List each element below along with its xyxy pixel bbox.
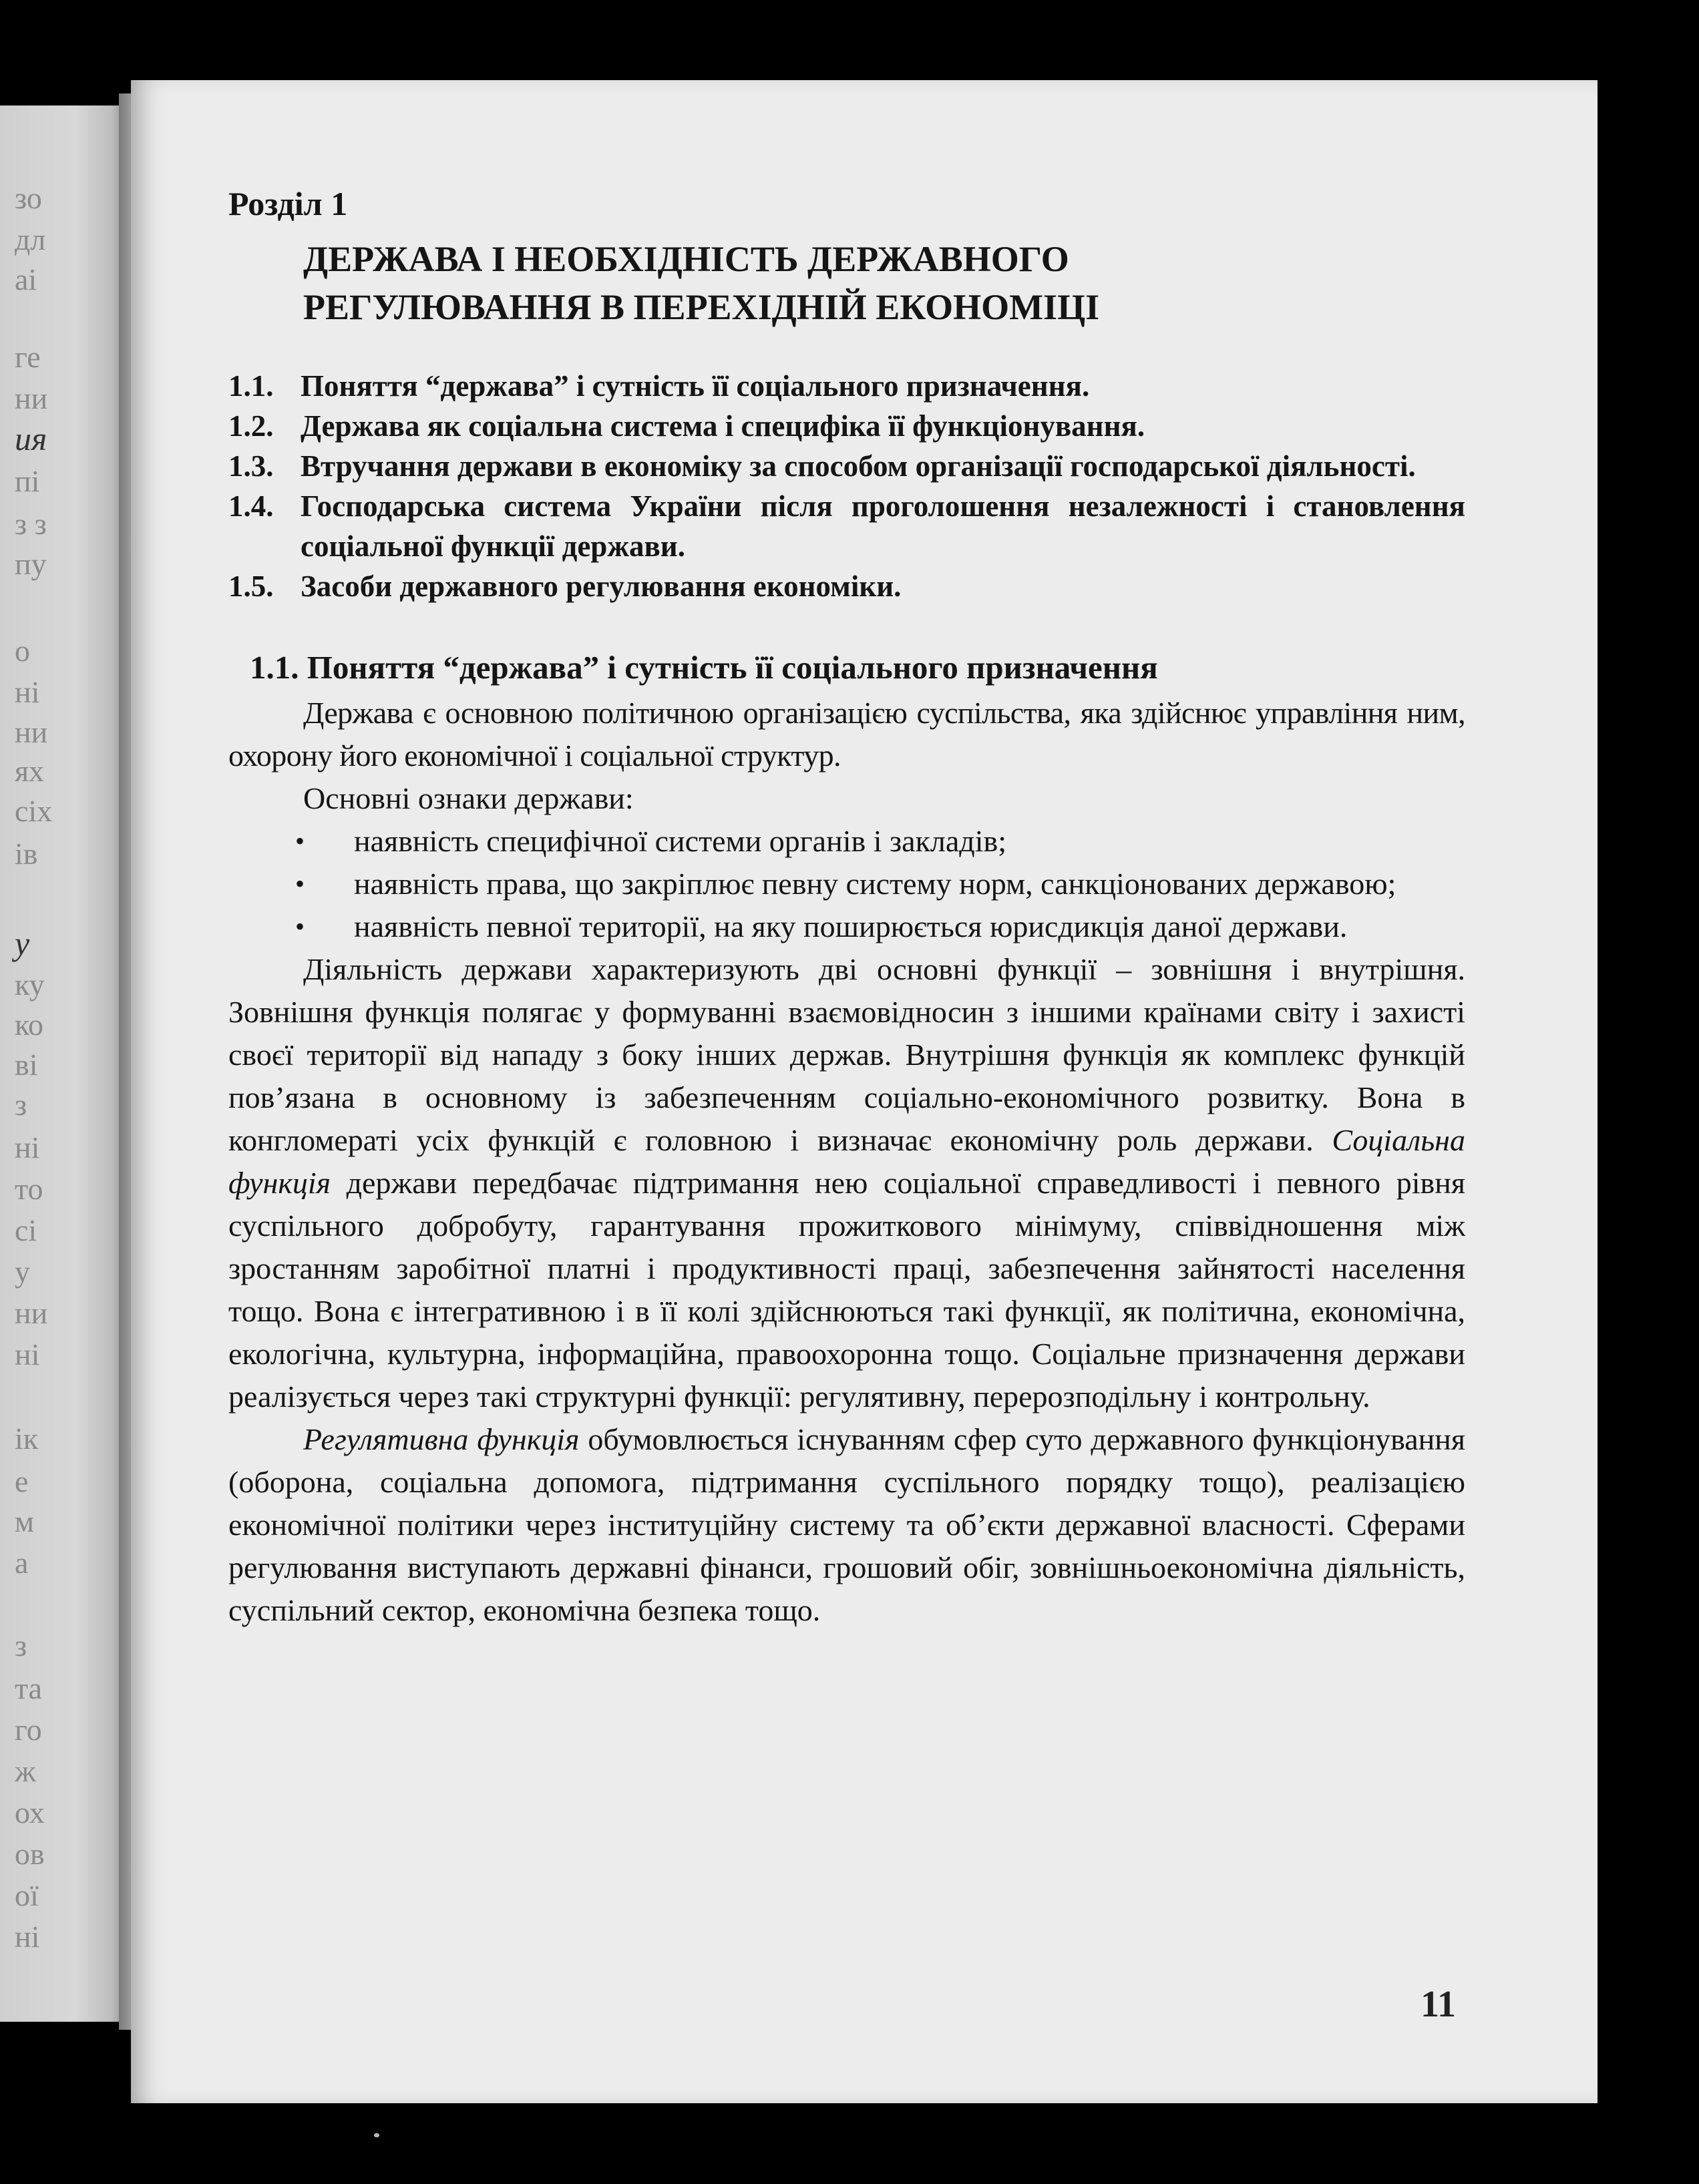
- left-page-fragment: ге: [15, 340, 41, 374]
- chapter-title-line: ДЕРЖАВА І НЕОБХІДНІСТЬ ДЕРЖАВНОГО: [303, 239, 1069, 279]
- left-page-fragment: ни: [15, 715, 48, 749]
- page-content: [228, 180, 1465, 1632]
- left-page-fragment: з з: [15, 507, 47, 541]
- left-page-fragment: та: [15, 1671, 43, 1705]
- left-page-fragment: пі: [15, 464, 40, 498]
- feature-text: наявність певної території, на яку поширюється юрисдикція даної держави.: [354, 909, 1348, 943]
- feature-text: наявність права, що закріплює певну систему норм, санкціонованих державою;: [354, 867, 1396, 901]
- toc-item: [228, 486, 1465, 566]
- left-page-fragment: ж: [15, 1754, 36, 1788]
- toc-item: [228, 406, 1465, 446]
- toc-item-text: Держава як соціальна система і специфіка її функціонування.: [301, 409, 1145, 443]
- toc-item: [228, 566, 1465, 606]
- left-page-fragment: ні: [15, 675, 40, 709]
- feature-item: [228, 820, 1465, 863]
- toc-item-number: 1.1.: [228, 369, 274, 403]
- left-page-fragment: сіх: [15, 794, 53, 828]
- left-page-fragment: у: [15, 925, 30, 962]
- intro-paragraph: Держава є основною політичною організацією суспільства, яка здійснює управління ним, охорону його економічної і соціальної структур.: [228, 696, 1465, 773]
- left-page-fragment: ві: [15, 1048, 38, 1082]
- functions-text-continued: держави передбачає підтримання нею соціальної справедливості і певного рівня суспільного добробуту, гарантування прожиткового мінімуму, співвідношення між зростанням заробітної платні і продуктивності праці, забезпечення зайнятості населення тощо. Вона є інтегративною і в її колі здійснюються такі функції, як політична, економічна, екологічна, культурна, інформаційна, правоохоронна тощо. Соціальне призначення держави реалізується через такі структурні функції: регулятивну, перерозподільну і контрольну.: [228, 1166, 1466, 1413]
- left-page-fragment: пу: [15, 547, 47, 581]
- left-page-fragment: аі: [15, 262, 37, 296]
- toc-item-number: 1.3.: [228, 449, 274, 483]
- toc-item: [228, 446, 1465, 486]
- left-page-fragment: ко: [15, 1008, 44, 1042]
- toc-item-text: Втручання держави в економіку за способом організації господарської діяльності.: [301, 449, 1416, 483]
- chapter-title-line: РЕГУЛЮВАННЯ В ПЕРЕХІДНІЙ ЕКОНОМІЦІ: [303, 287, 1100, 327]
- left-page-fragment: у: [15, 1255, 30, 1289]
- social-function-term: Соціальна функція: [228, 1123, 1465, 1200]
- left-page-fragment: ні: [15, 1130, 40, 1164]
- left-page-fragment: а: [15, 1546, 29, 1580]
- toc-item-text: Засоби державного регулювання економіки.: [301, 570, 902, 603]
- left-page-fragment: ів: [15, 837, 38, 871]
- left-page-fragment: з: [15, 1628, 27, 1663]
- left-page-edge: [0, 105, 127, 2022]
- page-number: 11: [1421, 1984, 1456, 2025]
- left-page-fragment: сі: [15, 1213, 37, 1247]
- left-page-fragment: о: [15, 634, 30, 668]
- toc-item: [228, 366, 1465, 406]
- dust-speck: [374, 2133, 379, 2137]
- functions-text: Діяльність держави характеризують дві основні функції – зовнішня і внутрішня. Зовнішня функція полягає у формуванні взаємовідносин з іншими країнами світу і захисті своєї території від нападу з боку інших держав. Внутрішня функція як комплекс функцій пов’язана в основному із забезпеченням соціально-економічного розвитку. Вона в конгломераті усіх функцій є головною і визначає економічну роль держави.: [228, 952, 1465, 1157]
- toc-item-number: 1.5.: [228, 570, 274, 603]
- left-page-fragment: ни: [15, 381, 48, 415]
- left-page-fragment: го: [15, 1713, 42, 1747]
- left-page-fragment: ік: [15, 1422, 39, 1456]
- toc-item-number: 1.4.: [228, 489, 274, 523]
- chapter-title: [303, 235, 1465, 331]
- regulative-text: обумовлюється існуванням сфер суто державного функціонування (оборона, соціальна допомога, підтримання суспільного порядку тощо), реалізацією економічної політики через інституційну систему та об’єкти державної власності. Сферами регулювання виступають державні фінанси, грошовий обіг, зовнішньоекономічна діяльність, суспільний сектор, економічна безпека тощо.: [228, 1422, 1465, 1627]
- feature-item: [228, 863, 1465, 905]
- section-label: Розділ 1: [228, 185, 348, 222]
- left-page-fragment: ия: [15, 420, 47, 457]
- chapter-contents: [228, 366, 1465, 606]
- left-page-fragment: ов: [15, 1837, 45, 1871]
- feature-item: [228, 905, 1465, 948]
- regulative-paragraph: [228, 1418, 1465, 1632]
- left-page-fragment: ні: [15, 1337, 40, 1371]
- bullet-icon: •: [295, 826, 305, 856]
- left-page-fragment: ку: [15, 967, 45, 1002]
- left-page-fragment: зо: [15, 181, 42, 215]
- functions-paragraph: [228, 948, 1465, 1418]
- left-page-fragment: з: [15, 1088, 27, 1122]
- left-page-fragment: ях: [15, 754, 45, 788]
- left-page-fragment: дл: [15, 222, 46, 256]
- left-page-fragment: ні: [15, 1920, 40, 1954]
- bullet-icon: •: [295, 911, 305, 941]
- toc-item-text: Господарська система України після проголошення незалежності і становлення соціальної функції держави.: [301, 489, 1465, 563]
- left-page-fragment: м: [15, 1504, 35, 1538]
- state-features-list: [228, 820, 1465, 948]
- section-heading: 1.1. Поняття “держава” і сутність її соціального призначення: [250, 649, 1158, 686]
- left-page-fragment: то: [15, 1172, 43, 1206]
- left-page-fragment: ни: [15, 1296, 48, 1330]
- bullet-icon: •: [295, 869, 305, 899]
- left-page-fragment: е: [15, 1464, 29, 1498]
- right-page: [131, 80, 1597, 2103]
- left-page-fragment: ої: [15, 1878, 39, 1912]
- toc-item-text: Поняття “держава” і сутність її соціального призначення.: [301, 369, 1090, 403]
- left-page-fragment: ох: [15, 1795, 45, 1829]
- feature-text: наявність специфічної системи органів і закладів;: [354, 824, 1006, 858]
- toc-item-number: 1.2.: [228, 409, 274, 443]
- features-intro: Основні ознаки держави:: [303, 781, 634, 815]
- regulative-function-term: Регулятивна функція: [303, 1422, 580, 1456]
